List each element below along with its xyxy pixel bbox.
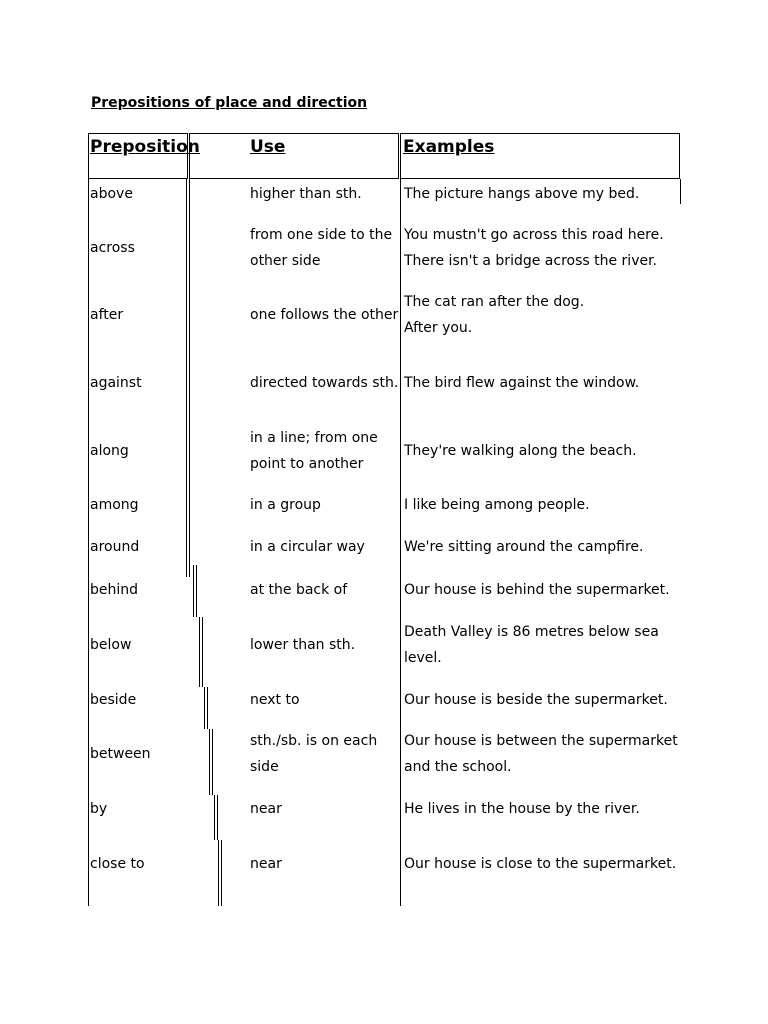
table-row (0, 533, 768, 560)
use-cell: sth./sb. is on each side (250, 733, 378, 775)
examples-cell: You mustn't go across this road here. There isn't a bridge across the river. (404, 227, 664, 269)
preposition-cell: close to (90, 856, 145, 872)
table-row (0, 618, 768, 672)
table-row (0, 837, 768, 891)
header-preposition: Preposition (90, 137, 200, 157)
preposition-cell: behind (90, 581, 139, 598)
examples-cell: He lives in the house by the river. (404, 800, 640, 817)
use-cell: in a circular way (250, 538, 365, 555)
examples-cell: The cat ran after the dog. After you. (404, 294, 585, 336)
preposition-cell: by (90, 800, 108, 817)
use-cell: near (250, 856, 282, 872)
table-row (0, 795, 768, 822)
examples-cell: Our house is behind the supermarket. (404, 581, 670, 598)
preposition-cell: beside (90, 691, 137, 708)
table-row (0, 356, 768, 410)
use-cell: in a group (250, 496, 321, 513)
examples-cell: We're sitting around the campfire. (404, 538, 644, 555)
table-row (0, 288, 768, 342)
use-cell: near (250, 800, 282, 817)
header-cell-use (189, 133, 399, 179)
preposition-cell: below (90, 637, 132, 653)
preposition-cell: above (90, 185, 133, 202)
use-cell: one follows the other (250, 307, 399, 323)
preposition-cell: among (90, 496, 139, 513)
use-cell: at the back of (250, 581, 348, 598)
use-cell: next to (250, 691, 300, 708)
preposition-cell: after (90, 307, 124, 323)
examples-cell: Our house is between the supermarket and the school. (404, 733, 678, 775)
preposition-cell: around (90, 538, 140, 555)
header-examples: Examples (403, 137, 495, 157)
preposition-cell: along (90, 443, 129, 459)
preposition-cell: against (90, 375, 142, 391)
use-cell: from one side to the other side (250, 227, 393, 269)
table-header (88, 133, 680, 179)
examples-cell: I like being among people. (404, 496, 590, 513)
examples-cell: Death Valley is 86 metres below sea level. (404, 624, 659, 666)
use-cell: in a line; from one point to another (250, 430, 378, 472)
table-row (0, 727, 768, 781)
table-row (0, 576, 768, 603)
examples-cell: They're walking along the beach. (404, 443, 637, 459)
examples-cell: Our house is beside the supermarket. (404, 691, 668, 708)
table-row (0, 180, 768, 207)
preposition-cell: across (90, 240, 135, 256)
examples-cell: Our house is close to the supermarket. (404, 856, 677, 872)
page-title: Prepositions of place and direction (91, 95, 368, 111)
header-use: Use (250, 137, 286, 157)
use-cell: directed towards sth. (250, 375, 399, 391)
preposition-cell: between (90, 746, 151, 762)
examples-cell: The bird flew against the window. (404, 375, 640, 391)
use-cell: lower than sth. (250, 637, 356, 653)
examples-cell: The picture hangs above my bed. (404, 185, 640, 202)
table-row (0, 221, 768, 275)
table-row (0, 491, 768, 518)
table-row (0, 686, 768, 713)
use-cell: higher than sth. (250, 185, 362, 202)
table-row (0, 424, 768, 478)
